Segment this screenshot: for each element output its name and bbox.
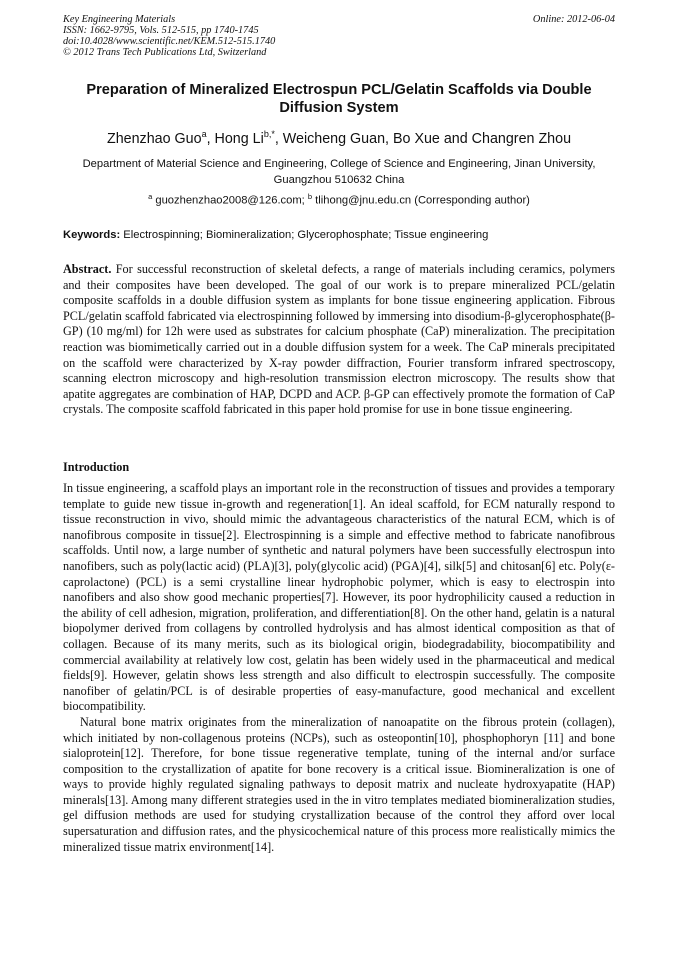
keywords-label: Keywords: bbox=[63, 229, 121, 241]
affiliation: Department of Material Science and Engineering, College of Science and Engineering, Jinan University, Guangzhou 510632 China bbox=[82, 158, 596, 186]
paragraph: In tissue engineering, a scaffold plays an important role in the reconstruction of tissues and provides a temporary template to guide new tissue in-growth and regeneration[1]. An ideal scaffold, for ECM naturally respond to tissue reconstruction in vivo, should mimic the advantageous characteristics of the natural ECM, which is of nanofibrous composite in tissue[2]. Electrospinning is a simple and effective method to fabricate nanofibrous scaffolds. Until now, a large number of synthetic and natural polymers have been successfully electrospun into nanofibers, such as poly(lactic acid) (PLA)[3], poly(glycolic acid) (PGA)[4], silk[5] and chitosan[6] etc. Poly(ε-caprolactone) (PCL) is a semi crystalline linear hydrophobic polymer, which is easy to electrospin into nanofibers and also show good mechanic properties[7]. However, its poor hydrophilicity caused a reduction in the ability of cell adhesion, migration, proliferation, and differentiation[8]. On the other hand, gelatin is a natural biopolymer derived from collagens by controlled hydrolysis and has almost identical composition as that of collagen. Because of its many merits, such as its biological origin, biodegradability, biocompatibility and commercial availability at relatively low cost, gelatin has been widely used in the pharmaceutical and medical fields[9]. However, gelatin shows less strength and also difficult to electrospin successfully. The composite nanofiber of gelatin/PCL is of desirable properties of easy-manufacture, good mechanical and excellent biocompatibility. bbox=[63, 481, 615, 714]
email-address: tlihong@jnu.edu.cn (Corresponding author) bbox=[312, 194, 530, 207]
issn-line: ISSN: 1662-9795, Vols. 512-515, pp 1740-1745 bbox=[63, 25, 259, 36]
keywords bbox=[63, 229, 615, 241]
introduction-body bbox=[63, 481, 615, 855]
email-address: guozhenzhao2008@126.com; bbox=[152, 194, 308, 207]
abstract-label: Abstract. bbox=[63, 262, 112, 276]
online-date: Online: 2012-06-04 bbox=[532, 14, 615, 25]
journal-name: Key Engineering Materials bbox=[63, 14, 176, 25]
abstract bbox=[63, 262, 615, 418]
paper-title: Preparation of Mineralized Electrospun PCL/Gelatin Scaffolds via Double Diffusion System bbox=[86, 82, 592, 116]
journal-header bbox=[63, 14, 615, 58]
author-name: Zhenzhao Guo bbox=[106, 130, 202, 147]
paragraph: Natural bone matrix originates from the mineralization of nanoapatite on the fibrous protein (collagen), which initiated by non-collagenous proteins (NCPs), such as osteopontin[10], phosphophoryn [11] and bone sialoprotein[12]. Therefore, for bone tissue regenerative template, tuning of the internal and/or surface composition to the crystallization of apatite for bone recovery is a critical issue. Biomineralization is one of ways to provide highly regulated signaling pathways to deposit matrix and nucleate hydroxyapatite (HAP) minerals[13]. Among many different strategies used in the in vitro templates mediated biomineralization studies, gel diffusion methods are used for studying crystallization because of the control they afford over local supersaturation and diffusion rates, and the physicochemical nature of this process more realistically mimics the mineralized tissue matrix environment[14]. bbox=[63, 714, 615, 854]
copyright-line: © 2012 Trans Tech Publications Ltd, Switzerland bbox=[63, 47, 267, 58]
abstract-text: For successful reconstruction of skeletal defects, a range of materials including ceramics, polymers and their composites have been developed. The goal of our work is to prepare mineralized PCL/gelatin composite scaffolds in a double diffusion system as implants for bone tissue engineering application. Fibrous PCL/gelatin scaffold fabricated via electrospinning followed by immersing into disodium-β-glycerophosphate(β-GP) (10 mg/ml) for 12h were used as substrates for calcium phosphate (CaP) mineralization. The precipitation reaction was biomimetically carried out in a double diffusion system for a week. The CaP minerals precipitated on the scaffold were characterized by X-ray powder diffraction, Fourier transform infrared spectroscopy, scanning electron microscopy and high-resolution transmission electron microscopy. The results show that apatite aggregates are combination of HAP, DCPD and ACP. β-GP can effectively promote the formation of CaP crystals. The composite scaffold fabricated in this paper hold promise for use in bone tissue engineering. bbox=[63, 262, 615, 417]
section-heading: Introduction bbox=[63, 460, 130, 474]
email-marker: a bbox=[148, 192, 153, 201]
email-line bbox=[63, 192, 615, 207]
author-list bbox=[63, 129, 615, 147]
keywords-text: Electrospinning; Biomineralization; Glycerophosphate; Tissue engineering bbox=[120, 229, 489, 241]
doi-line: doi:10.4028/www.scientific.net/KEM.512-515.1740 bbox=[63, 36, 276, 47]
author-name: , Hong Li bbox=[206, 130, 264, 147]
email-marker: b bbox=[307, 192, 313, 201]
affiliation-marker: b,* bbox=[263, 129, 275, 139]
affiliation-marker: a bbox=[201, 129, 207, 139]
author-name: , Weicheng Guan, Bo Xue and Changren Zhou bbox=[274, 130, 572, 147]
